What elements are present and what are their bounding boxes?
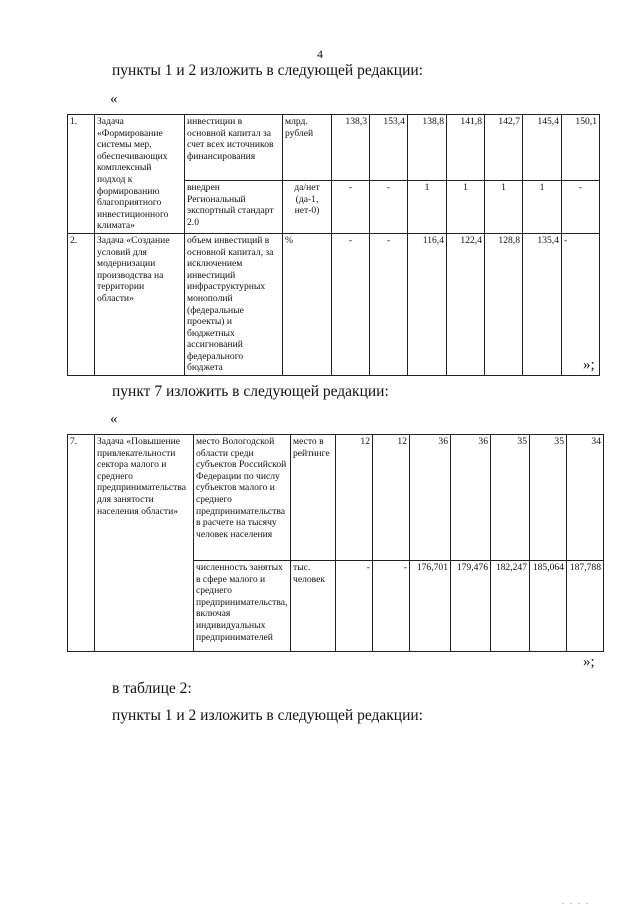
- indicator-unit: тыс. человек: [291, 561, 336, 652]
- row-number: 2.: [68, 233, 95, 375]
- indicator-unit: млрд. рублей: [283, 115, 332, 181]
- indicator-unit: место в рейтинге: [291, 435, 336, 561]
- heading-points-1-2: пункты 1 и 2 изложить в следующей редакции:: [112, 62, 423, 79]
- value-cell: 12: [336, 435, 373, 561]
- value-cell: 179,476: [451, 561, 491, 652]
- heading-point-7: пункт 7 изложить в следующей редакции:: [112, 383, 389, 400]
- task-cell: Задача «Создание условий для модернизации производства на территории области»: [95, 233, 185, 375]
- value-cell: 182,247: [491, 561, 530, 652]
- value-cell: 138,8: [408, 115, 447, 181]
- value-cell: -: [336, 561, 373, 652]
- value-cell: 116,4: [408, 233, 447, 375]
- value-cell: 150,1: [562, 115, 600, 181]
- indicator-unit: да/нет (да-1, нет-0): [283, 181, 332, 234]
- value-cell: 187,788: [567, 561, 604, 652]
- open-quote: «: [110, 411, 118, 427]
- value-cell: 12: [373, 435, 410, 561]
- open-quote: «: [110, 91, 118, 107]
- value-cell: 1: [408, 181, 447, 234]
- value-cell: 142,7: [485, 115, 523, 181]
- indicator-unit: %: [283, 233, 332, 375]
- row-number: 7.: [68, 435, 95, 652]
- close-quote: »;: [583, 357, 595, 373]
- indicator-name: внедрен Региональный экспортный стандарт 2.0: [185, 181, 283, 234]
- value-cell: 1: [447, 181, 485, 234]
- value-cell: -: [562, 181, 600, 234]
- value-cell: 36: [451, 435, 491, 561]
- heading-points-1-2-table-2: пункты 1 и 2 изложить в следующей редакции:: [112, 707, 423, 724]
- heading-table-2: в таблице 2:: [112, 680, 192, 697]
- page-number: 4: [317, 47, 323, 61]
- indicator-name: объем инвестиций в основной капитал, за исключением инвестиций инфраструктурных монополий (федеральные проекты) и бюджетных ассигнований федерального бюджета: [185, 233, 283, 375]
- value-cell: -: [332, 233, 370, 375]
- table-1: [67, 114, 600, 376]
- value-cell: 135,4: [523, 233, 562, 375]
- value-cell: 138,3: [332, 115, 370, 181]
- value-cell: 122,4: [447, 233, 485, 375]
- value-cell: -: [332, 181, 370, 234]
- table-2: [67, 434, 604, 652]
- value-cell: 35: [491, 435, 530, 561]
- value-cell: 34: [567, 435, 604, 561]
- value-cell: 35: [530, 435, 567, 561]
- value-cell: -: [370, 181, 408, 234]
- value-cell: 128,8: [485, 233, 523, 375]
- table-row: [68, 233, 600, 375]
- value-cell: -: [373, 561, 410, 652]
- indicator-name: место Вологодской области среди субъектов Российской Федерации по числу субъектов малого и среднего предпринимательства в расчете на тысячу человек населения: [194, 435, 291, 561]
- value-cell: 36: [410, 435, 451, 561]
- task-cell: Задача «Повышение привлекательности сектора малого и среднего предпринимательства для занятости населения области»: [95, 435, 194, 652]
- value-cell: 1: [485, 181, 523, 234]
- value-cell: 153,4: [370, 115, 408, 181]
- indicator-name: численность занятых в сфере малого и среднего предпринимательства, включая индивидуальных предпринимателей: [194, 561, 291, 652]
- close-quote: »;: [583, 654, 595, 670]
- value-cell: 1: [523, 181, 562, 234]
- corner-mark: . . . .: [562, 897, 590, 906]
- value-cell: -: [562, 233, 600, 375]
- table-row: [68, 115, 600, 181]
- table-row: [68, 435, 604, 561]
- indicator-name: инвестиции в основной капитал за счет всех источников финансирования: [185, 115, 283, 181]
- value-cell: 176,701: [410, 561, 451, 652]
- value-cell: -: [370, 233, 408, 375]
- task-cell: Задача «Формирование системы мер, обеспечивающих комплексный подход к формированию благоприятного инвестиционного климата»: [95, 115, 185, 234]
- row-number: 1.: [68, 115, 95, 234]
- value-cell: 185,064: [530, 561, 567, 652]
- value-cell: 145,4: [523, 115, 562, 181]
- value-cell: 141,8: [447, 115, 485, 181]
